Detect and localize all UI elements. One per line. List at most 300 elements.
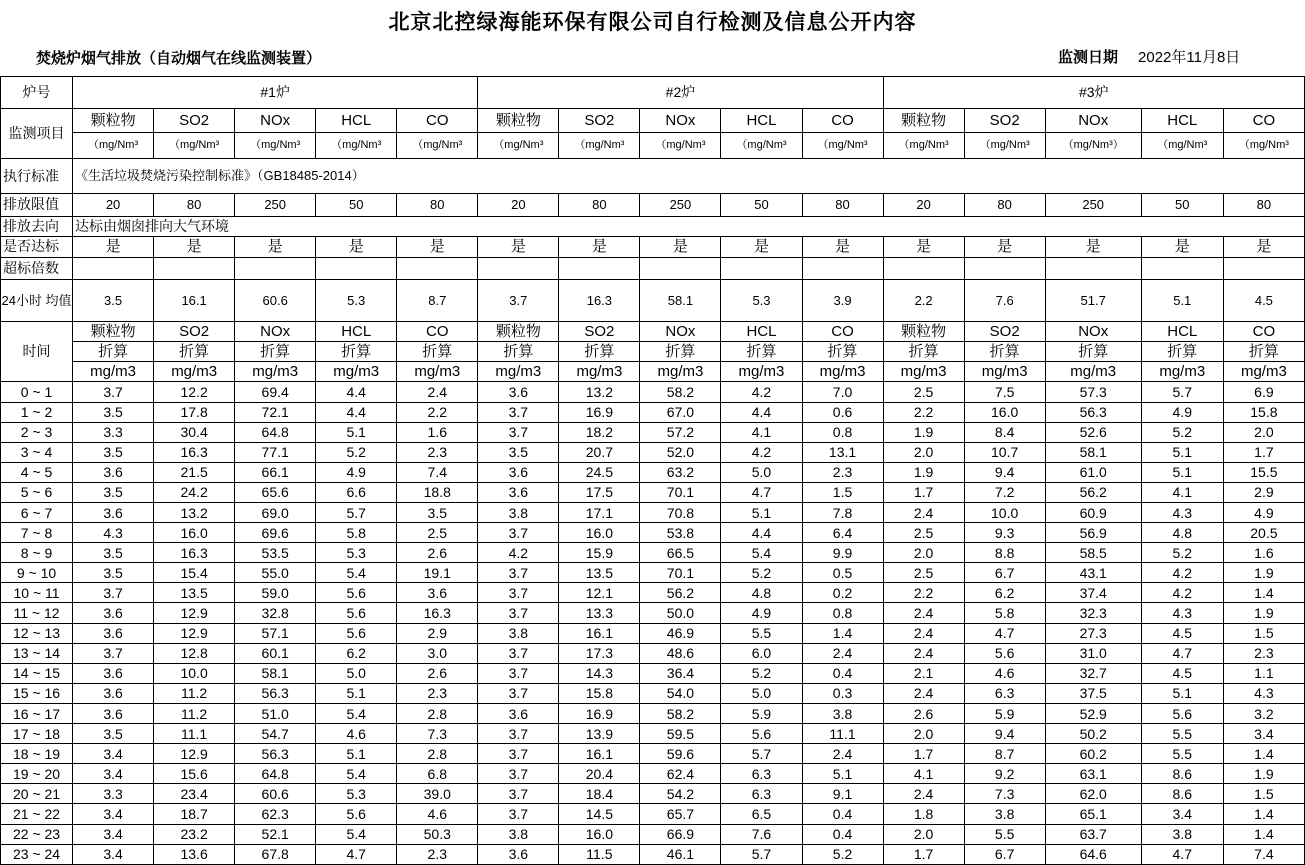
value-cell: 3.6: [478, 382, 559, 402]
value-cell: 4.4: [721, 523, 802, 543]
value-cell: 54.7: [235, 724, 316, 744]
value-cell: 4.1: [1141, 482, 1223, 502]
pollutant-header-lower: SO2: [964, 322, 1045, 342]
value-cell: 55.0: [235, 563, 316, 583]
hourly-unit-cell: mg/m3: [1223, 362, 1304, 382]
value-cell: 5.1: [1141, 462, 1223, 482]
date-value: 2022年11月8日: [1138, 49, 1241, 66]
value-cell: 61.0: [1045, 462, 1141, 482]
table-row: [1, 543, 1305, 563]
pollutant-header: NOx: [1045, 109, 1141, 133]
pollutant-header-lower: CO: [1223, 322, 1304, 342]
converted-cell: 折算: [964, 342, 1045, 362]
exceed-cell: [802, 257, 883, 279]
value-cell: 46.1: [640, 844, 721, 864]
value-cell: 8.7: [964, 744, 1045, 764]
value-cell: 1.1: [1223, 663, 1304, 683]
value-cell: 4.3: [73, 523, 154, 543]
hourly-unit-cell: mg/m3: [478, 362, 559, 382]
limit-cell: 20: [883, 193, 964, 216]
value-cell: 5.7: [721, 844, 802, 864]
time-cell: 4 ~ 5: [1, 462, 73, 482]
time-cell: 7 ~ 8: [1, 523, 73, 543]
compliant-cell: 是: [316, 236, 397, 257]
time-cell: 6 ~ 7: [1, 503, 73, 523]
value-cell: 5.3: [316, 543, 397, 563]
value-cell: 58.5: [1045, 543, 1141, 563]
value-cell: 4.2: [478, 543, 559, 563]
value-cell: 5.0: [316, 663, 397, 683]
avg24-row: [1, 279, 1305, 321]
pollutant-header-lower: NOx: [640, 322, 721, 342]
value-cell: 12.9: [154, 603, 235, 623]
value-cell: 3.6: [73, 462, 154, 482]
value-cell: 5.0: [721, 462, 802, 482]
pollutant-header: HCL: [316, 109, 397, 133]
value-cell: 56.9: [1045, 523, 1141, 543]
exceed-cell: [478, 257, 559, 279]
avg24-cell: 3.7: [478, 279, 559, 321]
value-cell: 5.1: [316, 422, 397, 442]
compliant-cell: 是: [397, 236, 478, 257]
compliant-cell: 是: [802, 236, 883, 257]
value-cell: 5.5: [721, 623, 802, 643]
unit-cell: （mg/Nm³: [1223, 133, 1304, 159]
value-cell: 2.5: [883, 563, 964, 583]
table-row: [1, 503, 1305, 523]
compliant-cell: 是: [1045, 236, 1141, 257]
pollutant-header: NOx: [235, 109, 316, 133]
pollutant-header-lower: CO: [397, 322, 478, 342]
value-cell: 0.6: [802, 402, 883, 422]
value-cell: 1.6: [397, 422, 478, 442]
value-cell: 66.1: [235, 462, 316, 482]
avg24-cell: 2.2: [883, 279, 964, 321]
value-cell: 3.6: [478, 462, 559, 482]
unit-cell: （mg/Nm³: [73, 133, 154, 159]
compliant-row: [1, 236, 1305, 257]
value-cell: 2.0: [1223, 422, 1304, 442]
value-cell: 8.6: [1141, 784, 1223, 804]
time-cell: 16 ~ 17: [1, 703, 73, 723]
value-cell: 5.6: [964, 643, 1045, 663]
value-cell: 5.4: [721, 543, 802, 563]
value-cell: 9.4: [964, 724, 1045, 744]
compliant-cell: 是: [1141, 236, 1223, 257]
value-cell: 3.4: [73, 744, 154, 764]
pollutant-header: 颗粒物: [883, 109, 964, 133]
value-cell: 4.8: [1141, 523, 1223, 543]
value-cell: 2.4: [883, 784, 964, 804]
pollutant-header: 颗粒物: [73, 109, 154, 133]
value-cell: 5.1: [802, 764, 883, 784]
avg24-cell: 58.1: [640, 279, 721, 321]
value-cell: 11.1: [154, 724, 235, 744]
value-cell: 57.2: [640, 422, 721, 442]
value-cell: 1.4: [1223, 744, 1304, 764]
value-cell: 3.6: [397, 583, 478, 603]
value-cell: 16.3: [154, 543, 235, 563]
value-cell: 9.9: [802, 543, 883, 563]
value-cell: 20.7: [559, 442, 640, 462]
pollutant-header-lower: 颗粒物: [478, 322, 559, 342]
time-cell: 11 ~ 12: [1, 603, 73, 623]
limit-cell: 20: [478, 193, 559, 216]
value-cell: 2.4: [883, 603, 964, 623]
value-cell: 7.5: [964, 382, 1045, 402]
value-cell: 2.4: [883, 683, 964, 703]
unit-cell: （mg/Nm³: [397, 133, 478, 159]
time-cell: 8 ~ 9: [1, 543, 73, 563]
unit-cell: （mg/Nm³: [235, 133, 316, 159]
hourly-unit-cell: mg/m3: [397, 362, 478, 382]
value-cell: 52.0: [640, 442, 721, 462]
value-cell: 63.7: [1045, 824, 1141, 844]
value-cell: 6.7: [964, 563, 1045, 583]
value-cell: 2.0: [883, 724, 964, 744]
pollutant-header: CO: [1223, 109, 1304, 133]
value-cell: 5.7: [721, 744, 802, 764]
value-cell: 3.7: [478, 603, 559, 623]
value-cell: 70.8: [640, 503, 721, 523]
limit-cell: 50: [721, 193, 802, 216]
value-cell: 2.5: [883, 382, 964, 402]
label-limit: 排放限值: [1, 193, 73, 216]
table-row: [1, 824, 1305, 844]
pollutant-header: 颗粒物: [478, 109, 559, 133]
value-cell: 3.3: [73, 784, 154, 804]
pollutant-header: SO2: [154, 109, 235, 133]
value-cell: 54.0: [640, 683, 721, 703]
avg24-cell: 8.7: [397, 279, 478, 321]
value-cell: 9.1: [802, 784, 883, 804]
value-cell: 6.8: [397, 764, 478, 784]
compliant-cell: 是: [640, 236, 721, 257]
value-cell: 5.2: [721, 663, 802, 683]
value-cell: 13.6: [154, 844, 235, 864]
value-cell: 1.8: [883, 804, 964, 824]
hourly-unit-cell: mg/m3: [235, 362, 316, 382]
value-cell: 11.1: [802, 724, 883, 744]
value-cell: 32.8: [235, 603, 316, 623]
value-cell: 3.7: [478, 724, 559, 744]
compliant-cell: 是: [883, 236, 964, 257]
compliant-cell: 是: [559, 236, 640, 257]
time-cell: 22 ~ 23: [1, 824, 73, 844]
converted-row: [1, 342, 1305, 362]
value-cell: 0.8: [802, 603, 883, 623]
table-row: [1, 523, 1305, 543]
converted-cell: 折算: [559, 342, 640, 362]
value-cell: 11.5: [559, 844, 640, 864]
value-cell: 6.3: [721, 784, 802, 804]
table-row: [1, 442, 1305, 462]
value-cell: 24.2: [154, 482, 235, 502]
converted-cell: 折算: [1223, 342, 1304, 362]
value-cell: 16.1: [559, 744, 640, 764]
limit-cell: 50: [1141, 193, 1223, 216]
table-row: [1, 663, 1305, 683]
limit-cell: 80: [1223, 193, 1304, 216]
converted-cell: 折算: [802, 342, 883, 362]
value-cell: 15.5: [1223, 462, 1304, 482]
table-row: [1, 744, 1305, 764]
pollutant-header-lower: CO: [802, 322, 883, 342]
value-cell: 16.9: [559, 703, 640, 723]
value-cell: 2.5: [883, 523, 964, 543]
value-cell: 4.4: [316, 402, 397, 422]
value-cell: 15.8: [559, 683, 640, 703]
value-cell: 66.5: [640, 543, 721, 563]
value-cell: 0.3: [802, 683, 883, 703]
value-cell: 3.6: [73, 603, 154, 623]
avg24-cell: 4.5: [1223, 279, 1304, 321]
hourly-unit-cell: mg/m3: [1045, 362, 1141, 382]
value-cell: 54.2: [640, 784, 721, 804]
converted-cell: 折算: [883, 342, 964, 362]
value-cell: 8.4: [964, 422, 1045, 442]
value-cell: 5.6: [721, 724, 802, 744]
value-cell: 56.3: [235, 744, 316, 764]
exceed-cell: [559, 257, 640, 279]
value-cell: 6.3: [964, 683, 1045, 703]
value-cell: 12.9: [154, 623, 235, 643]
value-cell: 18.4: [559, 784, 640, 804]
value-cell: 3.5: [73, 482, 154, 502]
table-row: [1, 402, 1305, 422]
value-cell: 16.0: [559, 523, 640, 543]
pollutant-header-lower: SO2: [559, 322, 640, 342]
furnace-2-header: #2炉: [478, 77, 883, 109]
value-cell: 12.9: [154, 744, 235, 764]
value-cell: 52.1: [235, 824, 316, 844]
unit-cell: （mg/Nm³: [883, 133, 964, 159]
value-cell: 62.0: [1045, 784, 1141, 804]
converted-cell: 折算: [640, 342, 721, 362]
value-cell: 2.5: [397, 523, 478, 543]
value-cell: 0.4: [802, 663, 883, 683]
value-cell: 3.6: [478, 844, 559, 864]
value-cell: 50.3: [397, 824, 478, 844]
value-cell: 2.6: [397, 663, 478, 683]
value-cell: 4.2: [721, 382, 802, 402]
value-cell: 5.6: [316, 804, 397, 824]
value-cell: 69.6: [235, 523, 316, 543]
value-cell: 3.7: [478, 422, 559, 442]
value-cell: 5.4: [316, 764, 397, 784]
value-cell: 5.9: [721, 703, 802, 723]
converted-cell: 折算: [1141, 342, 1223, 362]
time-cell: 17 ~ 18: [1, 724, 73, 744]
value-cell: 5.4: [316, 703, 397, 723]
value-cell: 3.6: [73, 663, 154, 683]
value-cell: 14.3: [559, 663, 640, 683]
value-cell: 16.0: [964, 402, 1045, 422]
limit-row: [1, 193, 1305, 216]
time-cell: 13 ~ 14: [1, 643, 73, 663]
section-subtitle: 焚烧炉烟气排放（自动烟气在线监测装置）: [36, 50, 322, 67]
value-cell: 4.2: [721, 442, 802, 462]
converted-cell: 折算: [1045, 342, 1141, 362]
value-cell: 7.0: [802, 382, 883, 402]
pollutant-header-lower: SO2: [154, 322, 235, 342]
value-cell: 57.1: [235, 623, 316, 643]
avg24-cell: 3.5: [73, 279, 154, 321]
value-cell: 2.2: [397, 402, 478, 422]
value-cell: 3.7: [478, 663, 559, 683]
value-cell: 67.8: [235, 844, 316, 864]
value-cell: 1.9: [1223, 563, 1304, 583]
value-cell: 67.0: [640, 402, 721, 422]
limit-cell: 80: [154, 193, 235, 216]
unit-cell: （mg/Nm³: [154, 133, 235, 159]
value-cell: 3.5: [73, 724, 154, 744]
value-cell: 0.4: [802, 804, 883, 824]
value-cell: 23.4: [154, 784, 235, 804]
value-cell: 32.3: [1045, 603, 1141, 623]
value-cell: 46.9: [640, 623, 721, 643]
pollutant-header: NOx: [640, 109, 721, 133]
value-cell: 1.9: [1223, 603, 1304, 623]
value-cell: 60.9: [1045, 503, 1141, 523]
value-cell: 37.4: [1045, 583, 1141, 603]
value-cell: 7.6: [721, 824, 802, 844]
exceed-cell: [964, 257, 1045, 279]
value-cell: 3.7: [478, 744, 559, 764]
hourly-unit-cell: mg/m3: [721, 362, 802, 382]
time-cell: 18 ~ 19: [1, 744, 73, 764]
furnace-1-header: #1炉: [73, 77, 478, 109]
value-cell: 2.6: [883, 703, 964, 723]
value-cell: 56.3: [1045, 402, 1141, 422]
time-cell: 1 ~ 2: [1, 402, 73, 422]
pollutant-header: CO: [802, 109, 883, 133]
value-cell: 59.5: [640, 724, 721, 744]
value-cell: 4.9: [721, 603, 802, 623]
value-cell: 12.8: [154, 643, 235, 663]
value-cell: 5.8: [316, 523, 397, 543]
exceed-cell: [316, 257, 397, 279]
value-cell: 5.6: [316, 583, 397, 603]
value-cell: 2.0: [883, 442, 964, 462]
value-cell: 5.4: [316, 824, 397, 844]
value-cell: 3.2: [1223, 703, 1304, 723]
value-cell: 64.8: [235, 422, 316, 442]
value-cell: 21.5: [154, 462, 235, 482]
value-cell: 24.5: [559, 462, 640, 482]
exceed-cell: [721, 257, 802, 279]
value-cell: 3.7: [478, 563, 559, 583]
page-title: 北京北控绿海能环保有限公司自行检测及信息公开内容: [388, 11, 917, 34]
pollutant-header-lower: HCL: [316, 322, 397, 342]
table-row: [1, 462, 1305, 482]
hourly-unit-row: [1, 362, 1305, 382]
value-cell: 3.7: [478, 402, 559, 422]
value-cell: 4.3: [1141, 603, 1223, 623]
value-cell: 1.6: [1223, 543, 1304, 563]
value-cell: 50.2: [1045, 724, 1141, 744]
value-cell: 3.5: [478, 442, 559, 462]
value-cell: 58.2: [640, 703, 721, 723]
value-cell: 15.6: [154, 764, 235, 784]
value-cell: 6.4: [802, 523, 883, 543]
value-cell: 4.2: [1141, 563, 1223, 583]
limit-cell: 20: [73, 193, 154, 216]
value-cell: 2.6: [397, 543, 478, 563]
pollutant-header: SO2: [559, 109, 640, 133]
value-cell: 5.2: [802, 844, 883, 864]
hourly-unit-cell: mg/m3: [964, 362, 1045, 382]
value-cell: 2.2: [883, 402, 964, 422]
time-header-row: [1, 322, 1305, 342]
value-cell: 1.4: [802, 623, 883, 643]
value-cell: 2.3: [397, 442, 478, 462]
value-cell: 1.4: [1223, 824, 1304, 844]
exceed-cell: [1141, 257, 1223, 279]
value-cell: 17.5: [559, 482, 640, 502]
value-cell: 9.4: [964, 462, 1045, 482]
value-cell: 0.2: [802, 583, 883, 603]
value-cell: 4.7: [1141, 844, 1223, 864]
limit-cell: 250: [640, 193, 721, 216]
value-cell: 19.1: [397, 563, 478, 583]
converted-cell: 折算: [316, 342, 397, 362]
value-cell: 4.7: [1141, 643, 1223, 663]
time-cell: 12 ~ 13: [1, 623, 73, 643]
time-cell: 19 ~ 20: [1, 764, 73, 784]
value-cell: 3.5: [73, 563, 154, 583]
exceed-cell: [154, 257, 235, 279]
exceed-cell: [1223, 257, 1304, 279]
monitor-date: [1058, 46, 1240, 67]
table-row: [1, 583, 1305, 603]
table-row: [1, 784, 1305, 804]
label-avg24: 24小时 均值: [1, 279, 73, 321]
value-cell: 63.1: [1045, 764, 1141, 784]
hourly-unit-cell: mg/m3: [640, 362, 721, 382]
value-cell: 43.1: [1045, 563, 1141, 583]
value-cell: 1.7: [883, 844, 964, 864]
label-compliant: 是否达标: [1, 236, 73, 257]
time-cell: 3 ~ 4: [1, 442, 73, 462]
table-row: [1, 703, 1305, 723]
value-cell: 18.8: [397, 482, 478, 502]
value-cell: 3.6: [73, 683, 154, 703]
avg24-cell: 3.9: [802, 279, 883, 321]
converted-cell: 折算: [721, 342, 802, 362]
value-cell: 5.1: [316, 683, 397, 703]
value-cell: 11.2: [154, 703, 235, 723]
value-cell: 9.2: [964, 764, 1045, 784]
compliant-cell: 是: [154, 236, 235, 257]
value-cell: 7.3: [964, 784, 1045, 804]
compliant-cell: 是: [964, 236, 1045, 257]
value-cell: 4.8: [721, 583, 802, 603]
value-cell: 2.3: [397, 683, 478, 703]
value-cell: 17.8: [154, 402, 235, 422]
value-cell: 15.4: [154, 563, 235, 583]
value-cell: 6.5: [721, 804, 802, 824]
hourly-unit-cell: mg/m3: [559, 362, 640, 382]
label-standard: 执行标准: [1, 159, 73, 193]
value-cell: 5.2: [721, 563, 802, 583]
value-cell: 3.6: [73, 623, 154, 643]
value-cell: 2.8: [397, 703, 478, 723]
value-cell: 1.5: [802, 482, 883, 502]
value-cell: 0.5: [802, 563, 883, 583]
avg24-cell: 16.1: [154, 279, 235, 321]
table-row: [1, 422, 1305, 442]
